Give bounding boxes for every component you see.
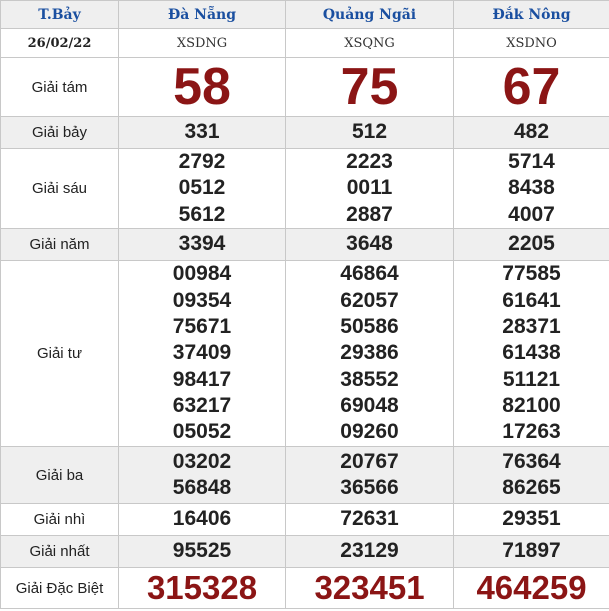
prize-label-g1: Giải nhất xyxy=(1,536,119,568)
prize-label-special: Giải Đặc Biệt xyxy=(1,568,119,609)
prize-number: 29386 xyxy=(340,341,399,365)
prize-number: 72631 xyxy=(286,504,454,536)
prize-number: 50586 xyxy=(340,315,399,339)
header-row xyxy=(1,1,609,29)
prize-number: 51121 xyxy=(502,367,561,391)
prize-label-g2: Giải nhì xyxy=(1,504,119,536)
prize-number: 86265 xyxy=(502,476,561,499)
prize-number: 82100 xyxy=(502,393,561,417)
prize-number: 67 xyxy=(454,58,609,117)
prize-number: 71897 xyxy=(454,536,609,568)
prize-number: 2223 xyxy=(346,150,393,174)
prize-number: 20767 xyxy=(340,449,399,473)
prize-number: 75 xyxy=(286,58,454,117)
prize-label-g7: Giải bảy xyxy=(1,117,119,149)
prize-number: 2205 xyxy=(454,229,609,261)
prize-number: 76364 xyxy=(502,449,561,473)
prize-number: 77585 xyxy=(502,262,561,286)
province-code: XSDNO xyxy=(454,29,609,58)
prize-number: 09260 xyxy=(340,420,399,444)
prize-number: 28371 xyxy=(502,315,561,339)
prize-row-g5 xyxy=(1,229,609,261)
prize-row-special xyxy=(1,568,609,609)
prize-number: 16406 xyxy=(119,504,286,536)
province-link-quang-ngai[interactable]: Quảng Ngãi xyxy=(286,1,454,29)
prize-label-g4: Giải tư xyxy=(1,261,119,447)
prize-number: 331 xyxy=(119,117,286,149)
prize-row-g6 xyxy=(1,149,609,229)
prize-label-g3: Giải ba xyxy=(1,447,119,504)
prize-cell xyxy=(119,261,286,447)
prize-number: 03202 xyxy=(172,449,232,473)
prize-number: 3394 xyxy=(119,229,286,261)
prize-number: 5612 xyxy=(178,202,226,226)
prize-number: 61438 xyxy=(502,341,561,365)
prize-label-g5: Giải năm xyxy=(1,229,119,261)
code-row xyxy=(1,29,609,58)
prize-number: 512 xyxy=(286,117,454,149)
prize-number: 46864 xyxy=(340,262,399,286)
prize-number: 0512 xyxy=(178,176,226,200)
special-prize-number: 464259 xyxy=(454,568,609,609)
prize-number: 482 xyxy=(454,117,609,149)
prize-number: 4007 xyxy=(508,202,555,226)
prize-cell xyxy=(454,261,609,447)
prize-number: 09354 xyxy=(172,288,232,312)
prize-number: 3648 xyxy=(286,229,454,261)
prize-number: 61641 xyxy=(502,288,561,312)
prize-number: 56848 xyxy=(172,476,232,499)
prize-number: 38552 xyxy=(340,367,399,391)
prize-row-g8 xyxy=(1,58,609,117)
prize-number: 17263 xyxy=(502,420,561,444)
prize-row-g2 xyxy=(1,504,609,536)
prize-cell xyxy=(286,447,454,504)
prize-number: 23129 xyxy=(286,536,454,568)
prize-number: 62057 xyxy=(340,288,399,312)
prize-cell xyxy=(119,149,286,229)
draw-date: 26/02/22 xyxy=(1,29,119,58)
prize-number: 36566 xyxy=(340,476,399,499)
prize-number: 0011 xyxy=(346,176,393,200)
prize-label-g6: Giải sáu xyxy=(1,149,119,229)
special-prize-number: 315328 xyxy=(119,568,286,609)
prize-number: 95525 xyxy=(119,536,286,568)
prize-row-g3 xyxy=(1,447,609,504)
prize-number: 2792 xyxy=(178,150,226,174)
prize-cell xyxy=(454,447,609,504)
prize-number: 63217 xyxy=(172,393,232,417)
prize-number: 00984 xyxy=(172,262,232,286)
prize-label-g8: Giải tám xyxy=(1,58,119,117)
prize-number: 98417 xyxy=(172,367,232,391)
special-prize-number: 323451 xyxy=(286,568,454,609)
prize-row-g4 xyxy=(1,261,609,447)
province-link-dak-nong[interactable]: Đắk Nông xyxy=(454,1,609,29)
prize-number: 05052 xyxy=(172,420,232,444)
province-code: XSQNG xyxy=(286,29,454,58)
prize-number: 5714 xyxy=(508,150,555,174)
prize-row-g1 xyxy=(1,536,609,568)
prize-number: 2887 xyxy=(346,202,393,226)
day-label: T.Bảy xyxy=(1,1,119,29)
prize-cell xyxy=(286,261,454,447)
prize-number: 58 xyxy=(119,58,286,117)
prize-number: 69048 xyxy=(340,393,399,417)
prize-number: 37409 xyxy=(172,341,232,365)
province-code: XSDNG xyxy=(119,29,286,58)
prize-cell xyxy=(119,447,286,504)
prize-cell xyxy=(454,149,609,229)
prize-number: 8438 xyxy=(508,176,555,200)
prize-number: 75671 xyxy=(172,315,232,339)
prize-row-g7 xyxy=(1,117,609,149)
prize-cell xyxy=(286,149,454,229)
province-link-da-nang[interactable]: Đà Nẵng xyxy=(119,1,286,29)
prize-number: 29351 xyxy=(454,504,609,536)
